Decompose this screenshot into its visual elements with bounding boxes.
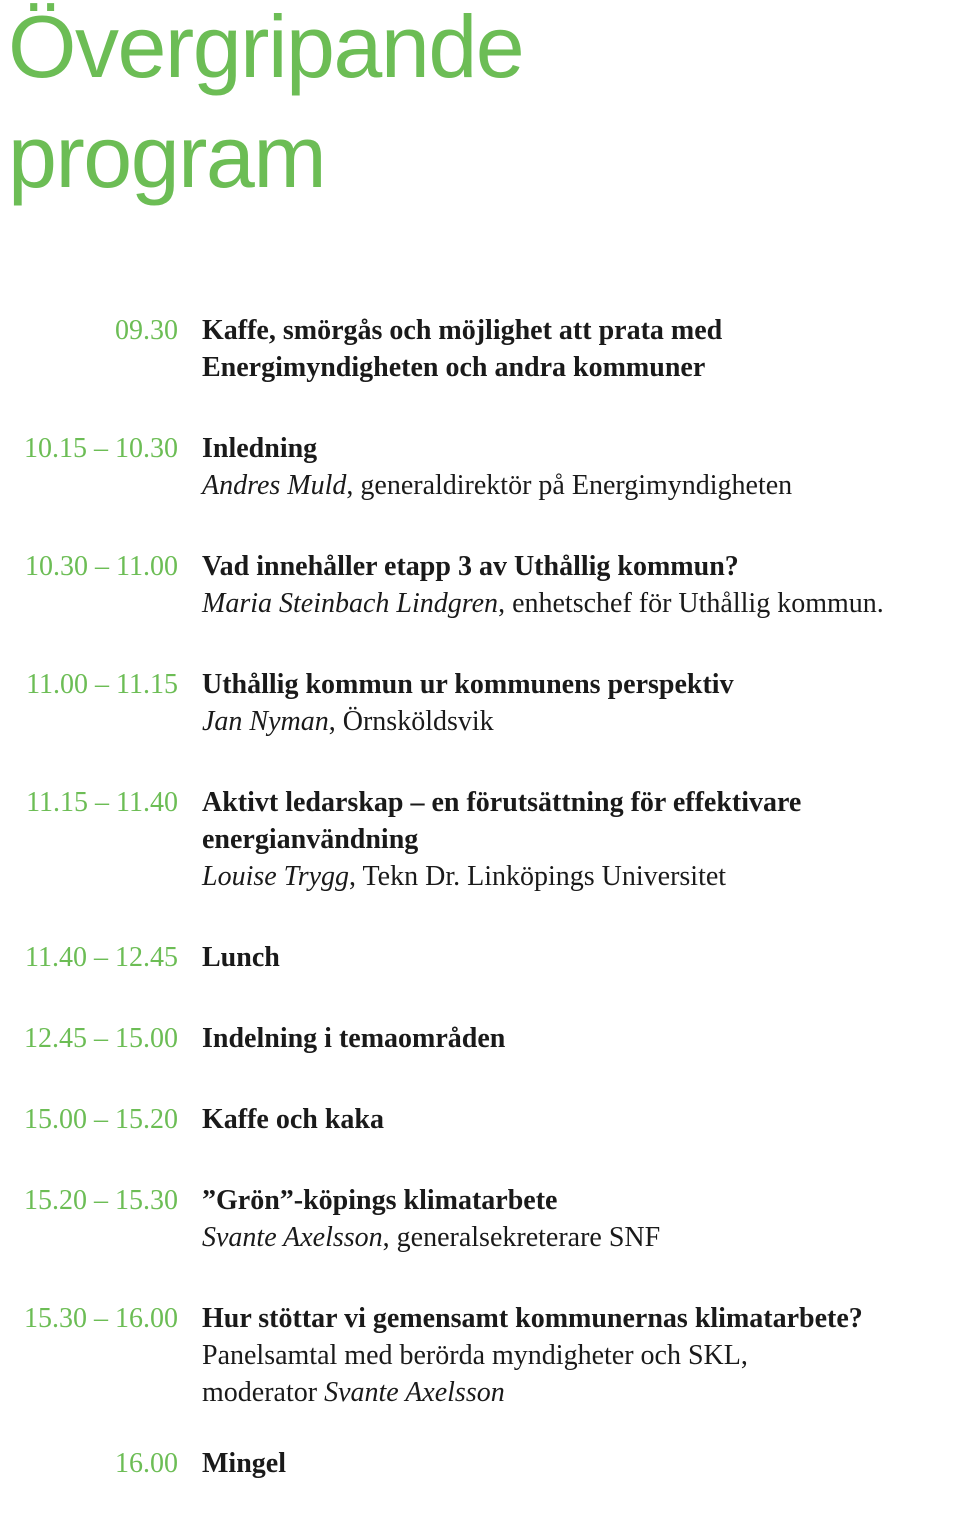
- agenda-heading: Vad innehåller etapp 3 av Uthållig kommun?: [202, 551, 739, 582]
- speaker-name: Svante Axelsson: [324, 1377, 505, 1408]
- agenda-speaker-line: [202, 858, 952, 895]
- agenda-heading: Kaffe, smörgås och möjlighet att prata med: [202, 315, 723, 346]
- agenda-heading: Aktivt ledarskap – en förutsättning för effektivare: [202, 787, 802, 818]
- agenda-heading: Hur stöttar vi gemensamt kommunernas klimatarbete?: [202, 1303, 863, 1334]
- agenda-speaker-line: [202, 467, 952, 504]
- agenda-content: [202, 666, 952, 740]
- agenda-item: [0, 548, 960, 622]
- agenda-heading: Uthållig kommun ur kommunens perspektiv: [202, 669, 734, 700]
- agenda-content: [202, 312, 952, 386]
- agenda-time: 11.00 – 11.15: [26, 669, 178, 700]
- agenda-heading: Energimyndigheten och andra kommuner: [202, 352, 706, 383]
- agenda-item: [0, 1020, 960, 1057]
- speaker-name: Jan Nyman: [202, 706, 329, 737]
- agenda-time: 11.15 – 11.40: [26, 787, 178, 818]
- title-line-1: Övergripande: [8, 0, 524, 96]
- moderator-prefix: moderator: [202, 1377, 325, 1408]
- agenda-time: 12.45 – 15.00: [24, 1023, 178, 1054]
- agenda-item: [0, 784, 960, 895]
- agenda-heading: Lunch: [202, 942, 280, 973]
- title-line-2: program: [8, 107, 326, 206]
- agenda-item: [0, 939, 960, 976]
- agenda-item: [0, 1300, 960, 1411]
- agenda-item: [0, 312, 960, 386]
- speaker-role: , enhetschef för Uthållig kommun.: [498, 588, 884, 619]
- agenda-heading: Indelning i temaområden: [202, 1023, 506, 1054]
- agenda-content: [202, 939, 952, 976]
- agenda-content: [202, 548, 952, 622]
- speaker-role: , generalsekreterare SNF: [382, 1222, 661, 1253]
- agenda-speaker-line: [202, 585, 952, 622]
- agenda-content: [202, 430, 952, 504]
- agenda-moderator-line: [202, 1374, 952, 1411]
- agenda-time: 15.20 – 15.30: [24, 1185, 178, 1216]
- agenda-speaker-line: [202, 1219, 952, 1256]
- agenda-content: [202, 1182, 952, 1256]
- agenda-time: 09.30: [115, 315, 178, 346]
- agenda-time: 15.30 – 16.00: [24, 1303, 178, 1334]
- agenda-heading: Kaffe och kaka: [202, 1104, 384, 1135]
- agenda-item: [0, 1182, 960, 1256]
- speaker-role: , Tekn Dr. Linköpings Universitet: [349, 861, 727, 892]
- agenda-content: [202, 1445, 952, 1482]
- agenda-list: [0, 312, 960, 1526]
- agenda-item: [0, 1101, 960, 1138]
- agenda-content: [202, 1020, 952, 1057]
- agenda-time: 15.00 – 15.20: [24, 1104, 178, 1135]
- agenda-heading: energianvändning: [202, 824, 419, 855]
- speaker-role: , generaldirektör på Energimyndigheten: [346, 470, 793, 501]
- agenda-content: [202, 1101, 952, 1138]
- speaker-name: Louise Trygg: [202, 861, 350, 892]
- agenda-time: 16.00: [115, 1448, 178, 1479]
- agenda-item: [0, 666, 960, 740]
- agenda-time: 10.15 – 10.30: [24, 433, 178, 464]
- speaker-role: , Örnsköldsvik: [328, 706, 494, 737]
- agenda-item: [0, 430, 960, 504]
- speaker-name: Andres Muld: [202, 470, 347, 501]
- agenda-heading: Mingel: [202, 1448, 286, 1479]
- speaker-name: Svante Axelsson: [202, 1222, 383, 1253]
- agenda-heading: Inledning: [202, 433, 318, 464]
- agenda-description: Panelsamtal med berörda myndigheter och SKL,: [202, 1340, 748, 1371]
- agenda-item: [0, 1445, 960, 1482]
- page-title: [8, 0, 523, 212]
- agenda-content: [202, 784, 952, 895]
- speaker-name: Maria Steinbach Lindgren: [202, 588, 499, 619]
- agenda-time: 10.30 – 11.00: [25, 551, 178, 582]
- agenda-speaker-line: [202, 703, 952, 740]
- agenda-heading: ”Grön”-köpings klimatarbete: [202, 1185, 558, 1216]
- agenda-content: [202, 1300, 952, 1411]
- agenda-time: 11.40 – 12.45: [25, 942, 178, 973]
